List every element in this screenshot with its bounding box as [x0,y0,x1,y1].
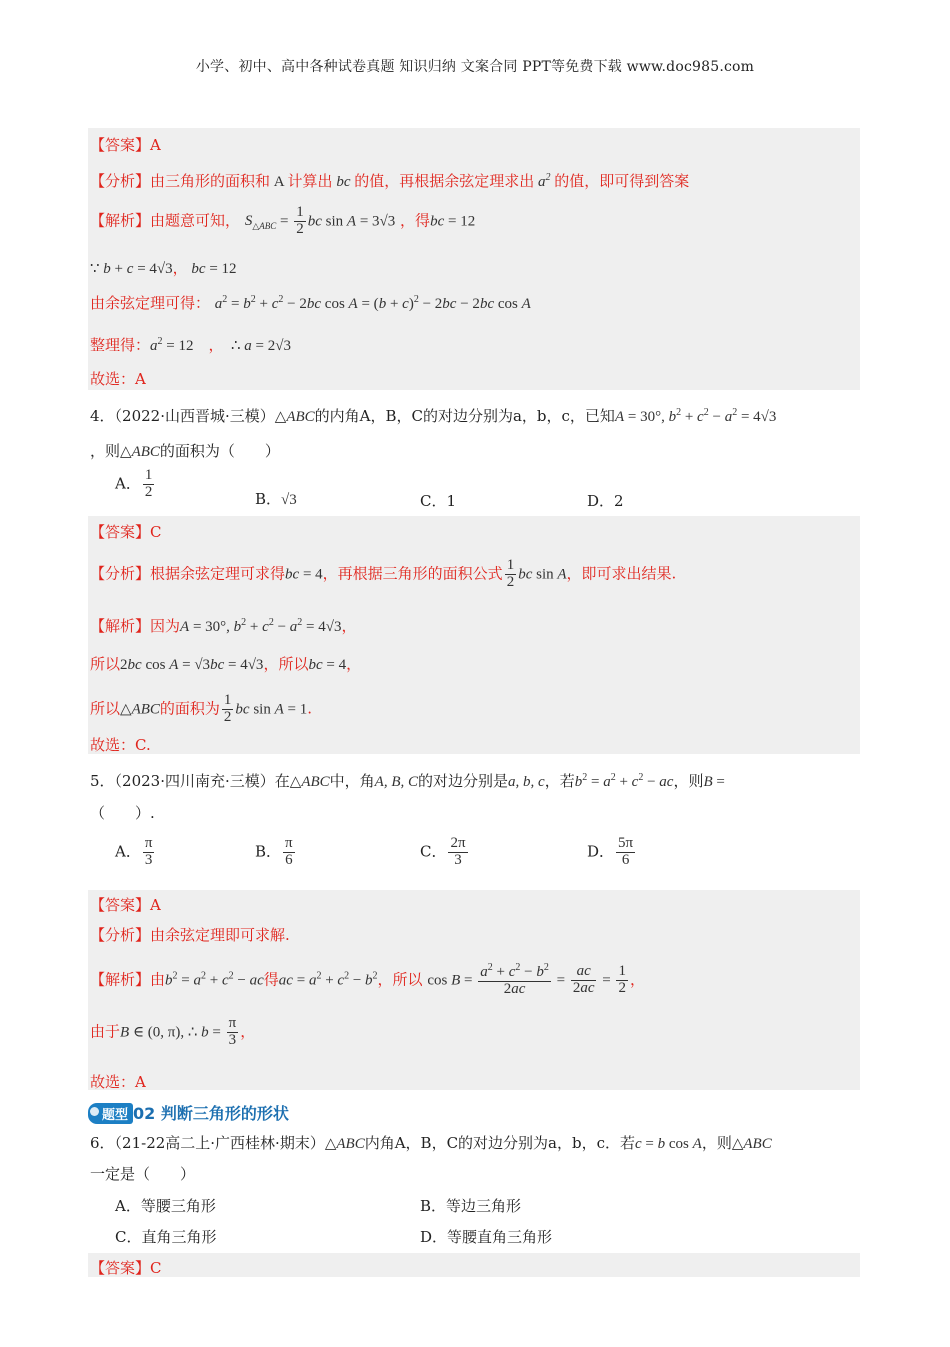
q4-option-b[interactable]: B．√3 [255,490,297,508]
q3-cosine-rule: 由余弦定理可得： $a^2 = b^2 + c^2 - 2bc$ $\cos A = (b + c)^2 - 2bc - 2bc$ cos A [90,294,531,312]
q6-answer-block [88,1253,860,1277]
q5-option-a[interactable]: A． $\frac{\pi}{3}$ [115,835,153,868]
q3-answer: 【答案】A [90,136,161,154]
q6-stem: 6．（21-22高二上·广西桂林·期末）△ABC内角A，B，C的对边分别为a，b，c．若c = b cos A，则△ABC [90,1134,772,1152]
q5-answer: 【答案】A [90,896,161,914]
q3-analysis: 【分析】由三角形的面积和 A 计算出 bc 的值，再根据余弦定理求出 $a^2$ 的值，即可得到答案 [90,172,690,190]
q4-solution-3: 所以△ABC的面积为 $\frac{1}{2}$ bc sin A = 1. [90,692,313,725]
q5-stem-2: （ ）. [90,804,155,822]
q4-option-d[interactable]: D．2 [587,492,624,510]
section-badge: 题型 [88,1103,133,1124]
q3-solution: 【解析】由题意可知， $S_{\triangle ABC}$ = $\frac{1}{2}$ bc sin A = 3√3 ，得bc = 12 [90,204,476,237]
section-title: 02 判断三角形的形状 [133,1104,289,1123]
q6-option-a[interactable]: A．等腰三角形 [115,1197,216,1215]
q6-stem-2: 一定是（ ） [90,1165,196,1183]
q4-option-a[interactable]: A． $\frac{1}{2}$ [115,467,153,500]
q4-solution: 【解析】因为A = 30°, $b^2 + c^2 - a^2 = 4√3$， [90,617,357,635]
q6-option-b[interactable]: B．等边三角形 [420,1197,522,1215]
q4-stem-2: ，则△ABC的面积为（ ） [90,442,280,460]
q4-option-c[interactable]: C．1 [420,492,457,510]
q5-option-d[interactable]: D． $\frac{5\pi}{6}$ [587,835,634,868]
q3-choose: 故选：A [90,370,146,388]
q4-solution-2: 所以2bc cos A = √3bc = 4√3，所以bc = 4， [90,655,362,673]
section-heading [88,1101,289,1124]
q4-choose: 故选：C. [90,736,151,754]
q3-sum: ∵ b + c = 4√3， bc = 12 [90,259,237,277]
q5-option-c[interactable]: C． $\frac{2\pi}{3}$ [420,835,466,868]
q6-option-d[interactable]: D．等腰直角三角形 [420,1228,553,1246]
page-header: 小学、初中、高中各种试卷真题 知识归纳 文案合同 PPT等免费下载 www.doc985.com [195,59,755,75]
q5-choose: 故选：A [90,1073,146,1091]
q3-simplify: 整理得：$a^2 = 12$ ， ∴ a = 2√3 [90,336,291,354]
q4-stem: 4．（2022·山西晋城·三模）△ABC的内角A，B，C的对边分别为a，b，c，已知A = 30°, $b^2 + c^2 - a^2 = 4√3$ [90,407,777,425]
q6-option-c[interactable]: C．直角三角形 [115,1228,217,1246]
q5-since: 由于B ∈ (0, π), ∴ b = $\frac{\pi}{3}$ ， [90,1015,256,1048]
q6-answer: 【答案】C [90,1259,162,1277]
q5-analysis: 【分析】由余弦定理即可求解. [90,926,290,944]
q5-stem: 5．（2023·四川南充·三模）在△ABC中，角A, B, C的对边分别是a, b, c，若$b^2 = a^2 + c^2$ − ac，则B = [90,772,725,790]
q5-solution: 【解析】由$b^2 = a^2 + c^2$ − ac得ac = $a^2 + c^2 - b^2$，所以 cos B = $\frac{a^2 + c^2 - b^2}{2ac}$ = $\frac{ac}{2ac}$ = $\frac{1}{2}$ ， [90,962,645,997]
q4-answer: 【答案】C [90,523,162,541]
q4-analysis: 【分析】根据余弦定理可求得bc = 4，再根据三角形的面积公式 $\frac{1}{2}$ bc sin A，即可求出结果. [90,557,677,590]
q5-option-b[interactable]: B． $\frac{\pi}{6}$ [255,835,293,868]
